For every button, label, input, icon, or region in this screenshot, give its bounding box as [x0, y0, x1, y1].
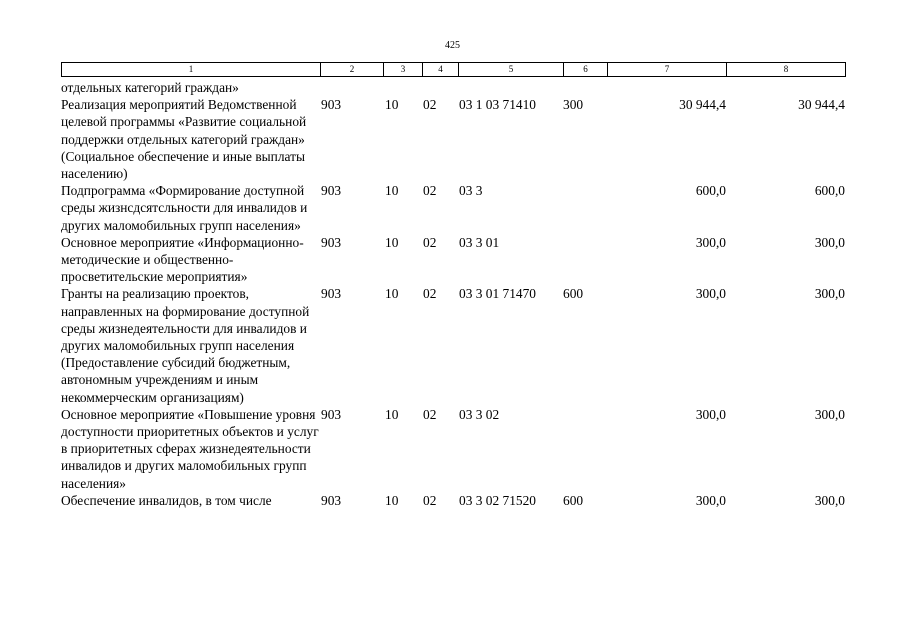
row-subsection: 02 [423, 286, 437, 302]
row-ministry-code: 903 [321, 97, 342, 113]
table-row [61, 492, 851, 509]
row-target-article: 03 3 [459, 183, 483, 199]
row-amount-1: 600,0 [695, 183, 726, 199]
table-row [61, 406, 851, 492]
row-target-article: 03 3 02 [459, 406, 500, 422]
row-subsection: 02 [423, 492, 437, 508]
page-number: 425 [445, 40, 460, 51]
row-section: 10 [385, 234, 399, 250]
row-section: 10 [385, 286, 399, 302]
table-row [61, 79, 851, 96]
row-amount-2: 300,0 [814, 492, 845, 508]
row-ministry-code: 903 [321, 406, 342, 422]
row-section: 10 [385, 492, 399, 508]
row-section: 10 [385, 406, 399, 422]
column-header-7: 7 [608, 63, 727, 77]
row-amount-1: 300,0 [695, 286, 726, 302]
row-name: Подпрограмма «Формирование доступной среды жизнсдсятсльности для инвалидов и других маломобильных групп населения» [61, 183, 308, 233]
table-body [61, 79, 851, 509]
row-amount-1: 30 944,4 [679, 97, 726, 113]
table-row [61, 96, 851, 182]
row-amount-2: 300,0 [814, 234, 845, 250]
row-subsection: 02 [423, 183, 437, 199]
column-header-3: 3 [384, 63, 423, 77]
column-header-2: 2 [321, 63, 384, 77]
table-row [61, 285, 851, 405]
row-target-article: 03 1 03 71410 [459, 97, 536, 113]
row-ministry-code: 903 [321, 286, 342, 302]
row-name: Реализация мероприятий Ведомственной целевой программы «Развитие социальной поддержки отдельных категорий граждан» (Социальное обеспечение и иные выплаты населению) [61, 97, 307, 182]
row-amount-1: 300,0 [695, 406, 726, 422]
row-name: Гранты на реализацию проектов, направленных на формирование доступной среды жизнедеятельности для инвалидов и других маломобильных групп населения (Предоставление субсидий бюджетным, автономным учреждениям и иным некоммерческим организациям) [61, 286, 310, 405]
row-subsection: 02 [423, 406, 437, 422]
row-expense-type: 600 [563, 492, 584, 508]
row-section: 10 [385, 97, 399, 113]
row-ministry-code: 903 [321, 492, 342, 508]
table-row [61, 182, 851, 234]
row-subsection: 02 [423, 234, 437, 250]
row-target-article: 03 3 02 71520 [459, 492, 536, 508]
row-expense-type: 300 [563, 97, 584, 113]
row-name: отдельных категорий граждан» [61, 80, 239, 95]
row-ministry-code: 903 [321, 234, 342, 250]
column-header-8: 8 [727, 63, 846, 77]
row-section: 10 [385, 183, 399, 199]
row-ministry-code: 903 [321, 183, 342, 199]
column-header-6: 6 [564, 63, 608, 77]
row-name: Основное мероприятие «Повышение уровня доступности приоритетных объектов и услуг в приоритетных сферах жизнедеятельности инвалидов и других маломобильных групп населения» [61, 406, 319, 491]
row-amount-1: 300,0 [695, 492, 726, 508]
row-amount-2: 30 944,4 [798, 97, 845, 113]
column-header-4: 4 [423, 63, 459, 77]
column-header-1: 1 [62, 63, 321, 77]
row-target-article: 03 3 01 [459, 234, 500, 250]
column-header-5: 5 [459, 63, 564, 77]
row-target-article: 03 3 01 71470 [459, 286, 536, 302]
table-row [61, 234, 851, 286]
row-name: Основное мероприятие «Информационно-методические и общественно-просветительские мероприятия» [61, 234, 304, 285]
row-amount-1: 300,0 [695, 234, 726, 250]
row-name: Обеспечение инвалидов, в том числе [61, 492, 272, 508]
row-amount-2: 300,0 [814, 406, 845, 422]
table-header [61, 62, 846, 77]
row-expense-type: 600 [563, 286, 584, 302]
row-subsection: 02 [423, 97, 437, 113]
row-amount-2: 300,0 [814, 286, 845, 302]
row-amount-2: 600,0 [814, 183, 845, 199]
